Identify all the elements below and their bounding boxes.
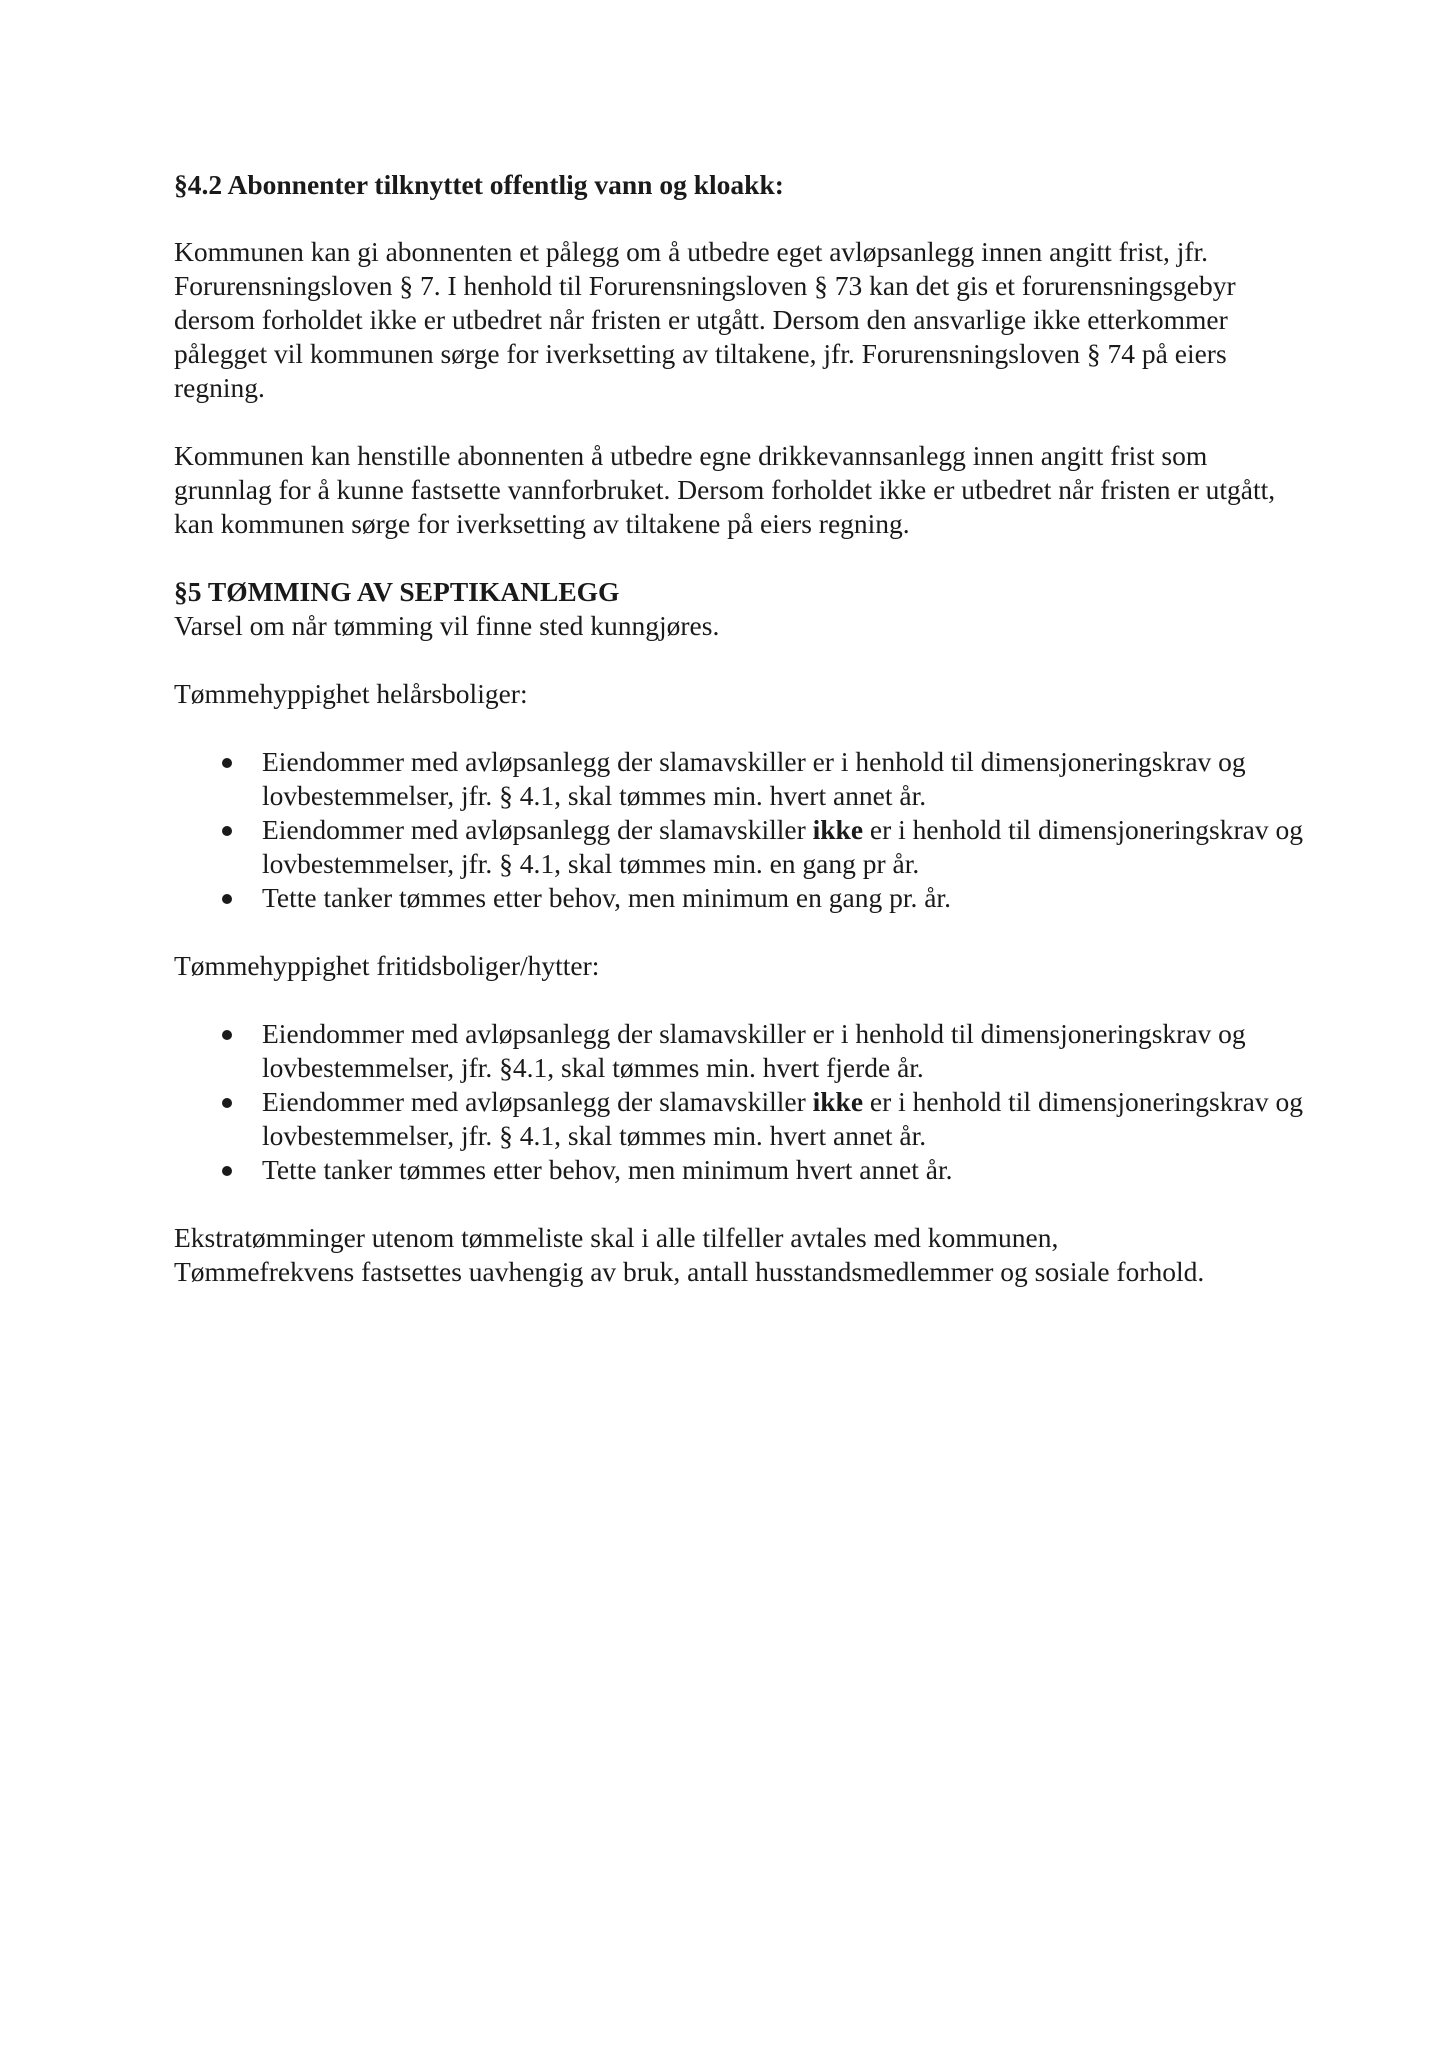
list-item (174, 1153, 1304, 1187)
list-item (174, 881, 1304, 915)
list-item (174, 745, 1304, 813)
list-item-emphasis: ikke (812, 814, 864, 845)
list-item-text: Eiendommer med avløpsanlegg der slamavskiller er i henhold til dimensjoneringskrav og lovbestemmelser, jfr. §4.1, skal tømmes min. hvert fjerde år. (262, 1018, 1246, 1083)
section-5-heading: §5 TØMMING AV SEPTIKANLEGG (174, 576, 620, 607)
list-item (174, 1085, 1304, 1153)
closing-line-2: Tømmefrekvens fastsettes uavhengig av bruk, antall husstandsmedlemmer og sosiale forhold. (174, 1256, 1205, 1287)
list-item-text: Tette tanker tømmes etter behov, men minimum hvert annet år. (262, 1154, 953, 1185)
list-item (174, 1017, 1304, 1085)
list-item-text: Tette tanker tømmes etter behov, men minimum en gang pr. år. (262, 882, 951, 913)
bullet-icon (222, 826, 232, 836)
section-5-intro: Varsel om når tømming vil finne sted kunngjøres. (174, 610, 720, 641)
bullet-icon (222, 1098, 232, 1108)
document-page (174, 168, 1304, 1289)
bullet-icon (222, 1030, 232, 1040)
holiday-list (174, 1017, 1304, 1187)
list-item-text-before: Eiendommer med avløpsanlegg der slamavskiller (262, 814, 813, 845)
section-4-2-heading: §4.2 Abonnenter tilknyttet offentlig vann og kloakk: (174, 169, 784, 200)
year-round-list (174, 745, 1304, 915)
bullet-icon (222, 758, 232, 768)
closing-line-1: Ekstratømminger utenom tømmeliste skal i alle tilfeller avtales med kommunen, (174, 1222, 1059, 1253)
bullet-icon (222, 1166, 232, 1176)
list-item-text-after: er i henhold til dimensjoneringskrav og lovbestemmelser, jfr. § 4.1, skal tømmes min. hvert annet år. (262, 1086, 1303, 1151)
list-item (174, 813, 1304, 881)
section-4-2-paragraph-1: Kommunen kan gi abonnenten et pålegg om å utbedre eget avløpsanlegg innen angitt frist, jfr. Forurensningsloven § 7. I henhold til Forurensningsloven § 73 kan det gis et forurensningsgebyr dersom forholdet ikke er utbedret når fristen er utgått. Dersom den ansvarlige ikke etterkommer pålegget vil kommunen sørge for iverksetting av tiltakene, jfr. Forurensningsloven § 74 på eiers regning. (174, 236, 1236, 403)
list-item-emphasis: ikke (812, 1086, 864, 1117)
bullet-icon (222, 894, 232, 904)
section-4-2-paragraph-2: Kommunen kan henstille abonnenten å utbedre egne drikkevannsanlegg innen angitt frist som grunnlag for å kunne fastsette vannforbruket. Dersom forholdet ikke er utbedret når fristen er utgått, kan kommunen sørge for iverksetting av tiltakene på eiers regning. (174, 440, 1276, 539)
year-round-title: Tømmehyppighet helårsboliger: (174, 678, 528, 709)
list-item-text: Eiendommer med avløpsanlegg der slamavskiller er i henhold til dimensjoneringskrav og lovbestemmelser, jfr. § 4.1, skal tømmes min. hvert annet år. (262, 746, 1246, 811)
list-item-text-after: er i henhold til dimensjoneringskrav og lovbestemmelser, jfr. § 4.1, skal tømmes min. en gang pr år. (262, 814, 1303, 879)
holiday-title: Tømmehyppighet fritidsboliger/hytter: (174, 950, 600, 981)
list-item-text-before: Eiendommer med avløpsanlegg der slamavskiller (262, 1086, 813, 1117)
